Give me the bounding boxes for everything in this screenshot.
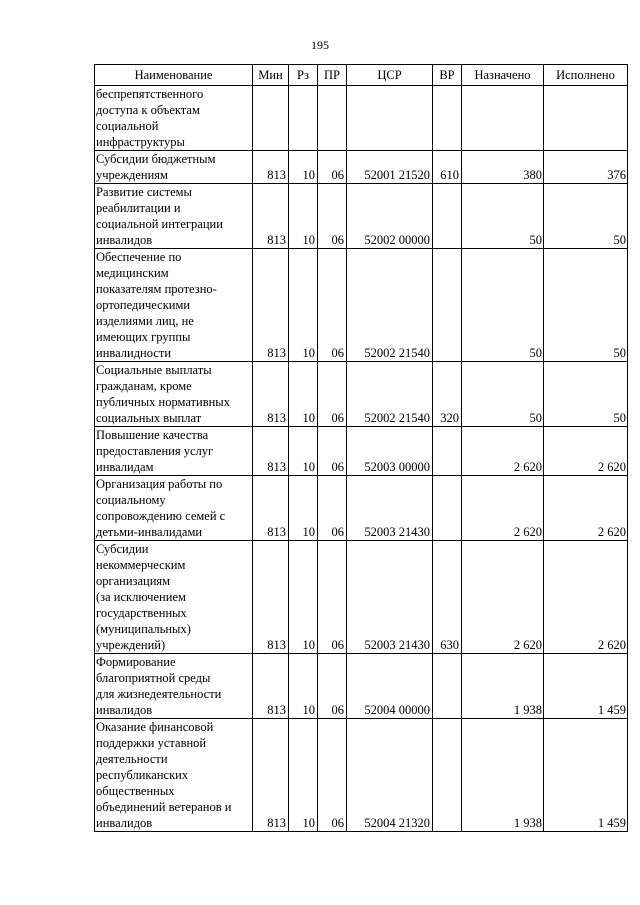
cell-min [253, 86, 289, 151]
header-pr: ПР [318, 65, 347, 86]
cell-pr: 06 [318, 151, 347, 184]
cell-executed: 376 [544, 151, 628, 184]
cell-pr: 06 [318, 476, 347, 541]
page-number: 195 [311, 38, 329, 52]
table-row [95, 427, 628, 476]
cell-assigned: 1 938 [462, 654, 544, 719]
cell-name-line: государственных [96, 606, 187, 620]
cell-csr: 52002 21540 [347, 362, 433, 427]
cell-name [95, 86, 253, 151]
cell-name [95, 184, 253, 249]
cell-executed: 2 620 [544, 427, 628, 476]
cell-name-line: Организация работы по [96, 477, 223, 491]
cell-name-line: доступа к объектам [96, 103, 200, 117]
cell-vr [433, 476, 462, 541]
budget-table [94, 64, 628, 832]
cell-min: 813 [253, 427, 289, 476]
cell-csr: 52004 00000 [347, 654, 433, 719]
cell-name [95, 654, 253, 719]
cell-name-line: республиканских [96, 768, 189, 782]
cell-name-line: детьми-инвалидами [96, 525, 203, 539]
cell-executed: 2 620 [544, 476, 628, 541]
cell-name-line: (муниципальных) [96, 622, 191, 636]
cell-name-line: деятельности [96, 752, 168, 766]
cell-name-line: реабилитации и [96, 201, 181, 215]
table-body [95, 86, 628, 832]
cell-vr [433, 249, 462, 362]
table-row [95, 86, 628, 151]
cell-vr [433, 184, 462, 249]
cell-name-line: инвалидов [96, 703, 153, 717]
cell-name [95, 151, 253, 184]
cell-name-line: Социальные выплаты [96, 363, 212, 377]
cell-name-line: сопровождению семей с [96, 509, 226, 523]
cell-executed: 50 [544, 184, 628, 249]
cell-rz: 10 [289, 427, 318, 476]
cell-vr [433, 654, 462, 719]
header-csr: ЦСР [347, 65, 433, 86]
cell-csr: 52003 00000 [347, 427, 433, 476]
cell-name-line: беспрепятственного [96, 87, 204, 101]
cell-min: 813 [253, 151, 289, 184]
cell-name-line: гражданам, кроме [96, 379, 192, 393]
table-row [95, 151, 628, 184]
cell-name-line: социальному [96, 493, 166, 507]
cell-assigned: 50 [462, 249, 544, 362]
cell-pr: 06 [318, 184, 347, 249]
cell-name-line: инвалидности [96, 346, 172, 360]
cell-executed: 1 459 [544, 719, 628, 832]
cell-executed: 1 459 [544, 654, 628, 719]
cell-assigned: 1 938 [462, 719, 544, 832]
cell-name-line: социальной [96, 119, 159, 133]
cell-min: 813 [253, 541, 289, 654]
cell-name [95, 427, 253, 476]
cell-name-line: Формирование [96, 655, 176, 669]
cell-csr: 52003 21430 [347, 541, 433, 654]
cell-name-line: инфраструктуры [96, 135, 185, 149]
cell-name-line: медицинским [96, 266, 169, 280]
cell-name-line: показателям протезно- [96, 282, 217, 296]
cell-assigned: 50 [462, 184, 544, 249]
cell-name-line: благоприятной среды [96, 671, 211, 685]
table-row [95, 719, 628, 832]
table-row [95, 476, 628, 541]
cell-csr: 52002 21540 [347, 249, 433, 362]
cell-name-line: некоммерческим [96, 558, 186, 572]
header-rz: Рз [289, 65, 318, 86]
cell-vr: 630 [433, 541, 462, 654]
cell-name-line: Обеспечение по [96, 250, 182, 264]
cell-assigned: 2 620 [462, 476, 544, 541]
cell-name-line: имеющих группы [96, 330, 191, 344]
cell-name-line: учреждениям [96, 168, 168, 182]
header-assigned: Назначено [462, 65, 544, 86]
cell-rz: 10 [289, 541, 318, 654]
cell-csr: 52002 00000 [347, 184, 433, 249]
cell-min: 813 [253, 654, 289, 719]
cell-name-line: публичных нормативных [96, 395, 230, 409]
cell-name [95, 362, 253, 427]
cell-pr: 06 [318, 427, 347, 476]
cell-assigned [462, 86, 544, 151]
cell-vr: 610 [433, 151, 462, 184]
cell-name-line: социальных выплат [96, 411, 202, 425]
cell-name-line: социальной интеграции [96, 217, 223, 231]
cell-rz: 10 [289, 184, 318, 249]
cell-name [95, 249, 253, 362]
header-min: Мин [253, 65, 289, 86]
table-row [95, 541, 628, 654]
cell-name-line: ортопедическими [96, 298, 191, 312]
cell-vr [433, 86, 462, 151]
cell-assigned: 2 620 [462, 541, 544, 654]
cell-assigned: 2 620 [462, 427, 544, 476]
cell-assigned: 380 [462, 151, 544, 184]
cell-rz: 10 [289, 249, 318, 362]
cell-name [95, 476, 253, 541]
cell-rz: 10 [289, 362, 318, 427]
table-row [95, 249, 628, 362]
cell-vr [433, 427, 462, 476]
cell-name-line: Повышение качества [96, 428, 209, 442]
cell-executed: 50 [544, 249, 628, 362]
cell-name-line: (за исключением [96, 590, 186, 604]
cell-pr: 06 [318, 654, 347, 719]
cell-executed: 50 [544, 362, 628, 427]
cell-rz: 10 [289, 654, 318, 719]
cell-min: 813 [253, 719, 289, 832]
cell-pr: 06 [318, 541, 347, 654]
header-executed: Исполнено [544, 65, 628, 86]
cell-rz: 10 [289, 719, 318, 832]
cell-min: 813 [253, 362, 289, 427]
cell-name-line: инвалидам [96, 460, 154, 474]
cell-csr: 52001 21520 [347, 151, 433, 184]
cell-csr [347, 86, 433, 151]
cell-executed [544, 86, 628, 151]
cell-name-line: организациям [96, 574, 171, 588]
cell-pr: 06 [318, 719, 347, 832]
table-row [95, 362, 628, 427]
cell-name-line: инвалидов [96, 816, 153, 830]
cell-name-line: предоставления услуг [96, 444, 214, 458]
cell-name [95, 719, 253, 832]
header-row [95, 65, 628, 86]
cell-name-line: для жизнедеятельности [96, 687, 222, 701]
cell-assigned: 50 [462, 362, 544, 427]
cell-vr: 320 [433, 362, 462, 427]
cell-pr: 06 [318, 249, 347, 362]
table-row [95, 654, 628, 719]
cell-name-line: изделиями лиц, не [96, 314, 194, 328]
cell-executed: 2 620 [544, 541, 628, 654]
cell-name-line: Оказание финансовой [96, 720, 214, 734]
cell-min: 813 [253, 476, 289, 541]
cell-csr: 52003 21430 [347, 476, 433, 541]
cell-min: 813 [253, 184, 289, 249]
cell-rz: 10 [289, 151, 318, 184]
cell-name-line: Развитие системы [96, 185, 192, 199]
cell-min: 813 [253, 249, 289, 362]
cell-name-line: поддержки уставной [96, 736, 207, 750]
cell-vr [433, 719, 462, 832]
cell-name-line: общественных [96, 784, 175, 798]
table-row [95, 184, 628, 249]
cell-name-line: учреждений) [96, 638, 166, 652]
header-name: Наименование [95, 65, 253, 86]
cell-pr: 06 [318, 362, 347, 427]
cell-csr: 52004 21320 [347, 719, 433, 832]
cell-name-line: Субсидии [96, 542, 149, 556]
cell-rz: 10 [289, 476, 318, 541]
cell-name [95, 541, 253, 654]
header-vr: ВР [433, 65, 462, 86]
cell-pr [318, 86, 347, 151]
cell-rz [289, 86, 318, 151]
cell-name-line: инвалидов [96, 233, 153, 247]
cell-name-line: Субсидии бюджетным [96, 152, 216, 166]
cell-name-line: объединений ветеранов и [96, 800, 232, 814]
